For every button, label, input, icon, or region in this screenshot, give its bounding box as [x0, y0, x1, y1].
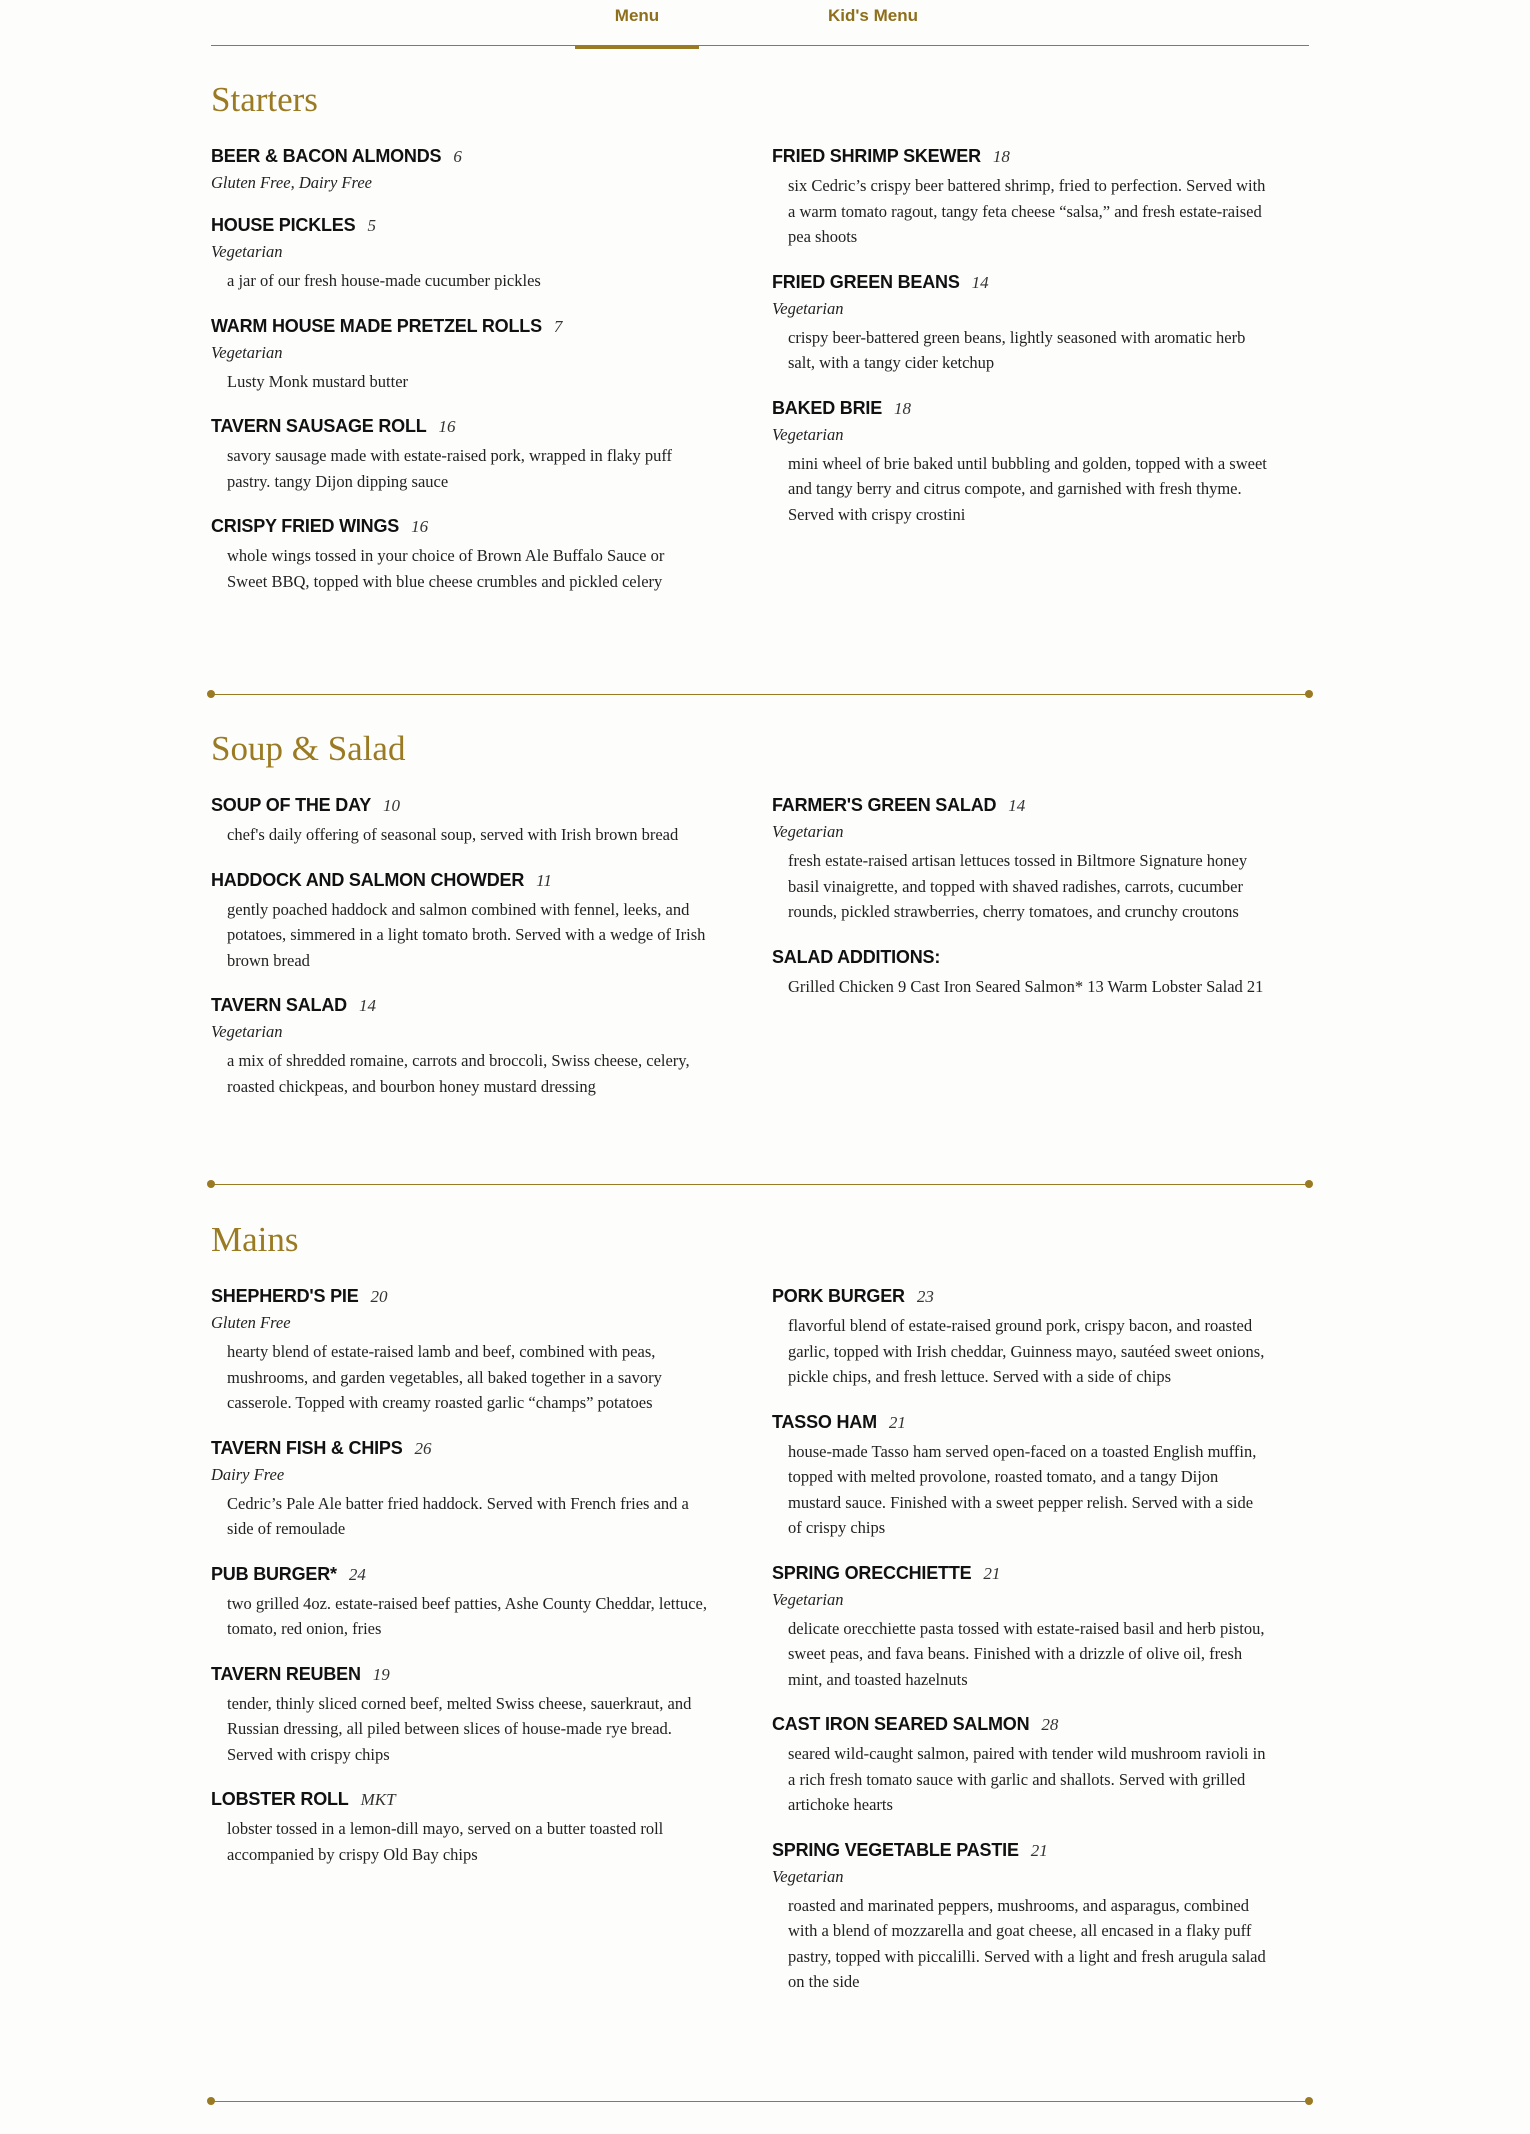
menu-item-price: 14	[971, 272, 989, 292]
menu-item-header	[772, 272, 1282, 293]
column-left	[211, 146, 772, 616]
dietary-tag: Vegetarian	[772, 1589, 844, 1609]
menu-item-description: tender, thinly sliced corned beef, melted Swiss cheese, sauerkraut, and Russian dressing, all piled between slices of house-made rye bread. Served with crispy chips	[227, 1693, 692, 1764]
section-title: Starters	[211, 80, 318, 119]
menu-section-soup-salad	[211, 729, 1309, 1121]
section-columns	[211, 146, 1309, 616]
menu-item-name: FRIED GREEN BEANS	[772, 271, 960, 292]
menu-item-header	[211, 795, 772, 816]
menu-item-name: HADDOCK AND SALMON CHOWDER	[211, 869, 525, 890]
menu-item-header	[211, 1789, 772, 1810]
menu-item	[211, 516, 772, 594]
menu-item	[772, 1412, 1282, 1541]
menu-item-header	[772, 795, 1282, 816]
menu-item-name: BEER & BACON ALMONDS	[211, 146, 442, 166]
menu-item-name: TAVERN SAUSAGE ROLL	[211, 416, 427, 436]
menu-item-name: BAKED BRIE	[772, 397, 883, 418]
menu-item-header	[211, 1664, 772, 1685]
dietary-tag: Vegetarian	[772, 298, 844, 318]
dietary-tag: Dairy Free	[211, 1464, 285, 1484]
menu-item	[211, 1664, 772, 1768]
menu-item-price: 10	[383, 796, 401, 815]
dietary-tag: Vegetarian	[211, 1022, 283, 1041]
section-title: Soup & Salad	[211, 729, 406, 768]
menu-item-name: CRISPY FRIED WINGS	[211, 516, 400, 536]
menu-item	[211, 146, 772, 193]
menu-item-price: 19	[372, 1664, 390, 1684]
dietary-tag: Vegetarian	[772, 1866, 844, 1886]
menu-item-description: chef's daily offering of seasonal soup, served with Irish brown bread	[227, 825, 679, 844]
menu-item-name: SPRING VEGETABLE PASTIE	[772, 1839, 1019, 1860]
dietary-tag: Vegetarian	[211, 242, 283, 261]
menu-item-header	[211, 1438, 772, 1459]
menu-item-price: 24	[348, 1564, 366, 1584]
menu-item	[211, 1286, 772, 1416]
menu-item-header	[772, 1563, 1282, 1584]
menu-item-name: HOUSE PICKLES	[211, 215, 356, 235]
menu-item-price: 23	[916, 1287, 934, 1306]
column-left	[211, 1286, 772, 2017]
menu-item-description: seared wild-caught salmon, paired with tender wild mushroom ravioli in a rich fresh tomato sauce with garlic and shallots. Served with grilled artichoke hearts	[788, 1744, 1266, 1814]
menu-item-header	[772, 1286, 1282, 1307]
menu-item-header	[211, 215, 772, 236]
menu-item-price: 5	[367, 216, 376, 235]
menu-item-price: 20	[370, 1287, 388, 1306]
menu-item	[211, 1564, 772, 1642]
section-title: Mains	[211, 1220, 299, 1259]
menu-item-name: SOUP OF THE DAY	[211, 795, 372, 815]
menu-item	[772, 795, 1282, 925]
menu-item-price: 14	[358, 996, 376, 1015]
menu-item-description: six Cedric’s crispy beer battered shrimp, fried to perfection. Served with a warm tomato ragout, tangy feta cheese “salsa,” and fresh estate-raised pea shoots	[788, 176, 1266, 246]
menu-item-description: savory sausage made with estate-raised pork, wrapped in flaky puff pastry. tangy Dijon dipping sauce	[227, 446, 673, 491]
menu-item	[772, 146, 1282, 250]
menu-item-name: TAVERN REUBEN	[211, 1663, 361, 1684]
menu-item	[211, 795, 772, 848]
menu-item-header	[211, 870, 772, 891]
menu-item-name: SPRING ORECCHIETTE	[772, 1562, 972, 1583]
menu-item-price: 14	[1008, 796, 1026, 815]
menu-item-name: PUB BURGER*	[211, 1563, 337, 1584]
menu-item-header	[211, 516, 772, 537]
column-left	[211, 795, 772, 1121]
menu-item-description: delicate orecchiette pasta tossed with estate-raised basil and herb pistou, sweet peas, and fava beans. Finished with a drizzle of olive oil, fresh mint, and toasted hazelnuts	[788, 1618, 1265, 1689]
menu-item-name: FARMER'S GREEN SALAD	[772, 795, 997, 815]
menu-item	[772, 1714, 1282, 1818]
column-right	[772, 795, 1282, 1121]
menu-item-header	[211, 995, 772, 1016]
menu-section-starters	[211, 80, 1309, 616]
menu-item-price: 18	[894, 398, 912, 418]
menu-item-header	[211, 146, 772, 167]
menu-item-header	[211, 416, 772, 437]
section-divider	[211, 694, 1309, 695]
menu-item-header	[211, 316, 772, 337]
menu-item	[211, 316, 772, 395]
menu-item-name: TAVERN SALAD	[211, 995, 347, 1015]
column-right	[772, 1286, 1282, 2017]
menu-section-mains	[211, 1220, 1309, 2017]
menu-item-description: a mix of shredded romaine, carrots and broccoli, Swiss cheese, celery, roasted chickpeas, and bourbon honey mustard dressing	[227, 1051, 690, 1096]
menu-item-description: whole wings tossed in your choice of Brown Ale Buffalo Sauce or Sweet BBQ, topped with blue cheese crumbles and pickled celery	[227, 546, 665, 591]
menu-item-description: roasted and marinated peppers, mushrooms, and asparagus, combined with a blend of mozzarella and goat cheese, all encased in a flaky puff pastry, topped with piccalilli. Served with a light and fresh arugula salad on the side	[788, 1895, 1266, 1991]
menu-item	[772, 1840, 1282, 1995]
menu-item	[211, 215, 772, 294]
menu-item-price: 28	[1041, 1715, 1059, 1734]
menu-item-price: 26	[414, 1438, 432, 1458]
menu-item-price: 18	[992, 147, 1010, 166]
menu-item-name: TASSO HAM	[772, 1411, 877, 1432]
menu-item-name: TAVERN FISH & CHIPS	[211, 1437, 403, 1458]
menu-item-description: Cedric’s Pale Ale batter fried haddock. Served with French fries and a side of remoulade	[227, 1493, 689, 1538]
menu-item-header	[211, 1564, 772, 1585]
column-right	[772, 146, 1282, 616]
menu-item-description: hearty blend of estate-raised lamb and beef, combined with peas, mushrooms, and garden vegetables, all baked together in a savory casserole. Topped with creamy roasted garlic “champs” potatoes	[227, 1342, 662, 1412]
menu-item-header	[772, 1840, 1282, 1861]
menu-item-description: lobster tossed in a lemon-dill mayo, served on a butter toasted roll accompanied by crispy Old Bay chips	[227, 1819, 664, 1864]
menu-item-description: gently poached haddock and salmon combined with fennel, leeks, and potatoes, simmered in a light tomato broth. Served with a wedge of Irish brown bread	[227, 899, 706, 970]
menu-item-price: 21	[1030, 1840, 1048, 1860]
menu-item-description: flavorful blend of estate-raised ground pork, crispy bacon, and roasted garlic, topped with Irish cheddar, Guinness mayo, sautéed sweet onions, pickle chips, and fresh lettuce. Served with a side of chips	[788, 1316, 1265, 1386]
menu-item-price: 21	[888, 1412, 906, 1432]
menu-item-price: 21	[983, 1563, 1001, 1583]
menu-item	[772, 272, 1282, 376]
menu-item-price: 16	[438, 417, 456, 436]
menu-item-header	[772, 146, 1282, 167]
section-columns	[211, 795, 1309, 1121]
menu-item-header	[772, 1714, 1282, 1735]
dietary-tag: Vegetarian	[772, 822, 844, 841]
menu-item-description: fresh estate-raised artisan lettuces tossed in Biltmore Signature honey basil vinaigrette, and topped with shaved radishes, carrots, cucumber rounds, pickled strawberries, cherry tomatoes, and crunchy croutons	[788, 851, 1248, 921]
menu-item-header	[211, 1286, 772, 1307]
dietary-tag: Vegetarian	[211, 342, 283, 362]
menu-item	[211, 870, 772, 974]
menu-item-price: MKT	[360, 1790, 396, 1809]
menu-item-description: mini wheel of brie baked until bubbling and golden, topped with a sweet and tangy berry and citrus compote, and garnished with fresh thyme. Served with crispy crostini	[788, 453, 1267, 524]
section-divider	[211, 2101, 1309, 2102]
menu-item	[211, 416, 772, 494]
section-divider	[211, 1184, 1309, 1185]
tab-menu[interactable]: Menu	[575, 6, 699, 49]
menu-item-name: FRIED SHRIMP SKEWER	[772, 146, 981, 166]
menu-item	[772, 947, 1282, 1000]
menu-item	[211, 1438, 772, 1542]
menu-item	[772, 398, 1282, 528]
section-columns	[211, 1286, 1309, 2017]
dietary-tag: Gluten Free, Dairy Free	[211, 173, 372, 192]
dietary-tag: Vegetarian	[772, 424, 844, 444]
menu-item-price: 16	[411, 517, 429, 536]
menu-item-name: WARM HOUSE MADE PRETZEL ROLLS	[211, 315, 542, 336]
menu-item-name: CAST IRON SEARED SALMON	[772, 1714, 1030, 1734]
menu-item	[772, 1286, 1282, 1390]
menu-item	[211, 995, 772, 1099]
menu-item-price: 11	[536, 870, 552, 890]
menu-item-description: two grilled 4oz. estate-raised beef patties, Ashe County Cheddar, lettuce, tomato, red onion, fries	[227, 1593, 707, 1638]
menu-item-description: Lusty Monk mustard butter	[227, 371, 409, 391]
menu-item	[772, 1563, 1282, 1693]
menu-item-description: house-made Tasso ham served open-faced on a toasted English muffin, topped with melted provolone, roasted tomato, and a tangy Dijon mustard sauce. Finished with a sweet pepper relish. Served with a side of crispy chips	[788, 1441, 1257, 1537]
menu-item-description: a jar of our fresh house-made cucumber pickles	[227, 271, 541, 290]
menu-item-name: LOBSTER ROLL	[211, 1789, 349, 1809]
menu-item-price: 7	[553, 316, 563, 336]
menu-item-header	[772, 1412, 1282, 1433]
tab-kids-menu[interactable]: Kid's Menu	[828, 6, 918, 25]
menu-item-description: crispy beer-battered green beans, lightly seasoned with aromatic herb salt, with a tangy cider ketchup	[788, 327, 1246, 372]
menu-item-name: SALAD ADDITIONS:	[772, 946, 941, 967]
menu-item-name: SHEPHERD'S PIE	[211, 1286, 359, 1306]
menu-item	[211, 1789, 772, 1867]
menu-item-name: PORK BURGER	[772, 1286, 905, 1306]
menu-item-price: 6	[453, 147, 462, 166]
menu-item-description: Grilled Chicken 9 Cast Iron Seared Salmon* 13 Warm Lobster Salad 21	[788, 976, 1264, 996]
menu-tabs	[211, 0, 1309, 46]
menu-item-header	[772, 947, 1282, 968]
menu-item-header	[772, 398, 1282, 419]
dietary-tag: Gluten Free	[211, 1313, 291, 1332]
